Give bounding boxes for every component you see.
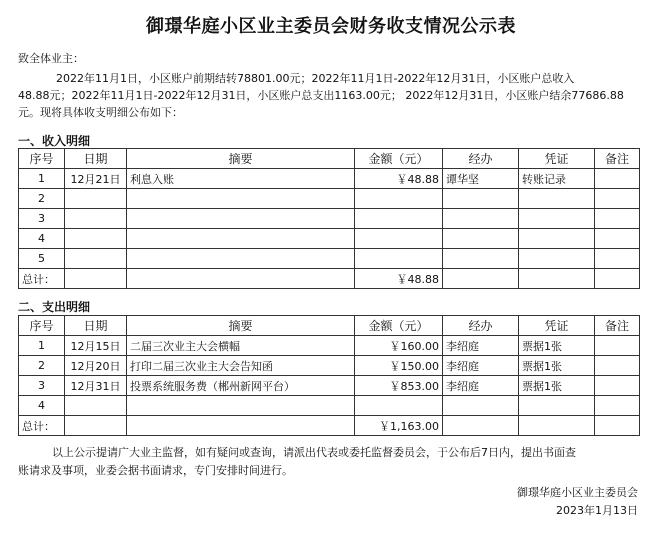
row-note <box>595 189 640 209</box>
table-row <box>19 376 640 396</box>
closing-note <box>18 444 640 480</box>
total-amount: ￥48.88 <box>355 269 443 289</box>
header-no: 序号 <box>19 149 65 169</box>
header-note: 备注 <box>595 316 640 336</box>
income-header-row <box>19 149 640 169</box>
row-note <box>595 229 640 249</box>
row-summary <box>127 209 355 229</box>
row-summary <box>127 249 355 269</box>
signature-block <box>517 484 638 520</box>
row-handler <box>443 396 519 416</box>
row-no: 2 <box>19 189 65 209</box>
expense-section-title: 二、支出明细 <box>18 300 91 314</box>
income-total-row <box>19 269 640 289</box>
header-no: 序号 <box>19 316 65 336</box>
row-summary <box>127 189 355 209</box>
row-no: 3 <box>19 209 65 229</box>
row-amount <box>355 229 443 249</box>
total-amount: ￥1,163.00 <box>355 416 443 436</box>
header-date: 日期 <box>65 149 127 169</box>
table-row <box>19 169 640 189</box>
row-amount: ￥160.00 <box>355 336 443 356</box>
header-amount: 金额（元） <box>355 316 443 336</box>
header-note: 备注 <box>595 149 640 169</box>
row-voucher <box>519 229 595 249</box>
header-summary: 摘要 <box>127 149 355 169</box>
row-note <box>595 209 640 229</box>
row-handler: 李绍庭 <box>443 356 519 376</box>
closing-line-2: 账请求及事项，业委会据书面请求，专门安排时间进行。 <box>18 464 293 477</box>
intro-line-2: 48.88元；2022年11月1日-2022年12月31日，小区账户总支出1163.00元； 2022年12月31日，小区账户结余77686.88 <box>18 89 624 102</box>
row-date <box>65 249 127 269</box>
row-note <box>595 169 640 189</box>
total-label: 总计： <box>19 416 65 436</box>
row-no: 5 <box>19 249 65 269</box>
row-summary: 投票系统服务费（郴州新网平台） <box>127 376 355 396</box>
row-date <box>65 229 127 249</box>
row-no: 2 <box>19 356 65 376</box>
row-voucher: 票据1张 <box>519 356 595 376</box>
row-handler <box>443 229 519 249</box>
row-amount: ￥853.00 <box>355 376 443 396</box>
row-date: 12月20日 <box>65 356 127 376</box>
row-voucher <box>519 249 595 269</box>
header-handler: 经办 <box>443 316 519 336</box>
expense-header-row <box>19 316 640 336</box>
row-no: 4 <box>19 396 65 416</box>
row-voucher <box>519 396 595 416</box>
table-row <box>19 189 640 209</box>
row-handler: 李绍庭 <box>443 336 519 356</box>
header-date: 日期 <box>65 316 127 336</box>
row-date <box>65 396 127 416</box>
row-note <box>595 336 640 356</box>
row-voucher <box>519 209 595 229</box>
row-handler: 李绍庭 <box>443 376 519 396</box>
row-summary: 二届三次业主大会横幅 <box>127 336 355 356</box>
row-voucher: 转账记录 <box>519 169 595 189</box>
income-table <box>18 148 640 289</box>
header-amount: 金额（元） <box>355 149 443 169</box>
row-no: 3 <box>19 376 65 396</box>
table-row <box>19 249 640 269</box>
table-row <box>19 356 640 376</box>
total-label: 总计： <box>19 269 65 289</box>
row-amount <box>355 209 443 229</box>
signature-org: 御璟华庭小区业主委员会 <box>517 486 638 499</box>
expense-table <box>18 315 640 436</box>
row-amount <box>355 396 443 416</box>
greeting: 致全体业主： <box>18 52 84 65</box>
row-date <box>65 209 127 229</box>
row-no: 1 <box>19 336 65 356</box>
row-amount: ￥150.00 <box>355 356 443 376</box>
table-row <box>19 209 640 229</box>
row-no: 1 <box>19 169 65 189</box>
row-amount: ￥48.88 <box>355 169 443 189</box>
row-date: 12月21日 <box>65 169 127 189</box>
row-summary <box>127 229 355 249</box>
row-summary: 利息入账 <box>127 169 355 189</box>
row-voucher <box>519 189 595 209</box>
intro-line-3: 元。现将具体收支明细公布如下： <box>18 106 183 119</box>
row-note <box>595 396 640 416</box>
header-voucher: 凭证 <box>519 149 595 169</box>
row-handler <box>443 189 519 209</box>
row-summary: 打印二届三次业主大会告知函 <box>127 356 355 376</box>
row-note <box>595 249 640 269</box>
row-handler: 谭华坚 <box>443 169 519 189</box>
row-date: 12月15日 <box>65 336 127 356</box>
row-summary <box>127 396 355 416</box>
row-voucher: 票据1张 <box>519 376 595 396</box>
header-handler: 经办 <box>443 149 519 169</box>
signature-date: 2023年1月13日 <box>556 504 638 517</box>
row-no: 4 <box>19 229 65 249</box>
row-voucher: 票据1张 <box>519 336 595 356</box>
table-row <box>19 336 640 356</box>
row-date <box>65 189 127 209</box>
row-handler <box>443 249 519 269</box>
row-note <box>595 356 640 376</box>
table-row <box>19 229 640 249</box>
page-title: 御璟华庭小区业主委员会财务收支情况公示表 <box>146 16 516 37</box>
income-section-title: 一、收入明细 <box>18 134 91 148</box>
expense-total-row <box>19 416 640 436</box>
row-note <box>595 376 640 396</box>
intro-line-1: 2022年11月1日，小区账户前期结转78801.00元；2022年11月1日-2022年12月31日，小区账户总收入 <box>56 72 575 85</box>
header-voucher: 凭证 <box>519 316 595 336</box>
row-amount <box>355 189 443 209</box>
row-date: 12月31日 <box>65 376 127 396</box>
table-row <box>19 396 640 416</box>
header-summary: 摘要 <box>127 316 355 336</box>
row-amount <box>355 249 443 269</box>
row-handler <box>443 209 519 229</box>
closing-line-1: 以上公示提请广大业主监督，如有疑问或查询，请派出代表或委托监督委员会，于公布后7日内，提出书面查 <box>52 446 576 459</box>
